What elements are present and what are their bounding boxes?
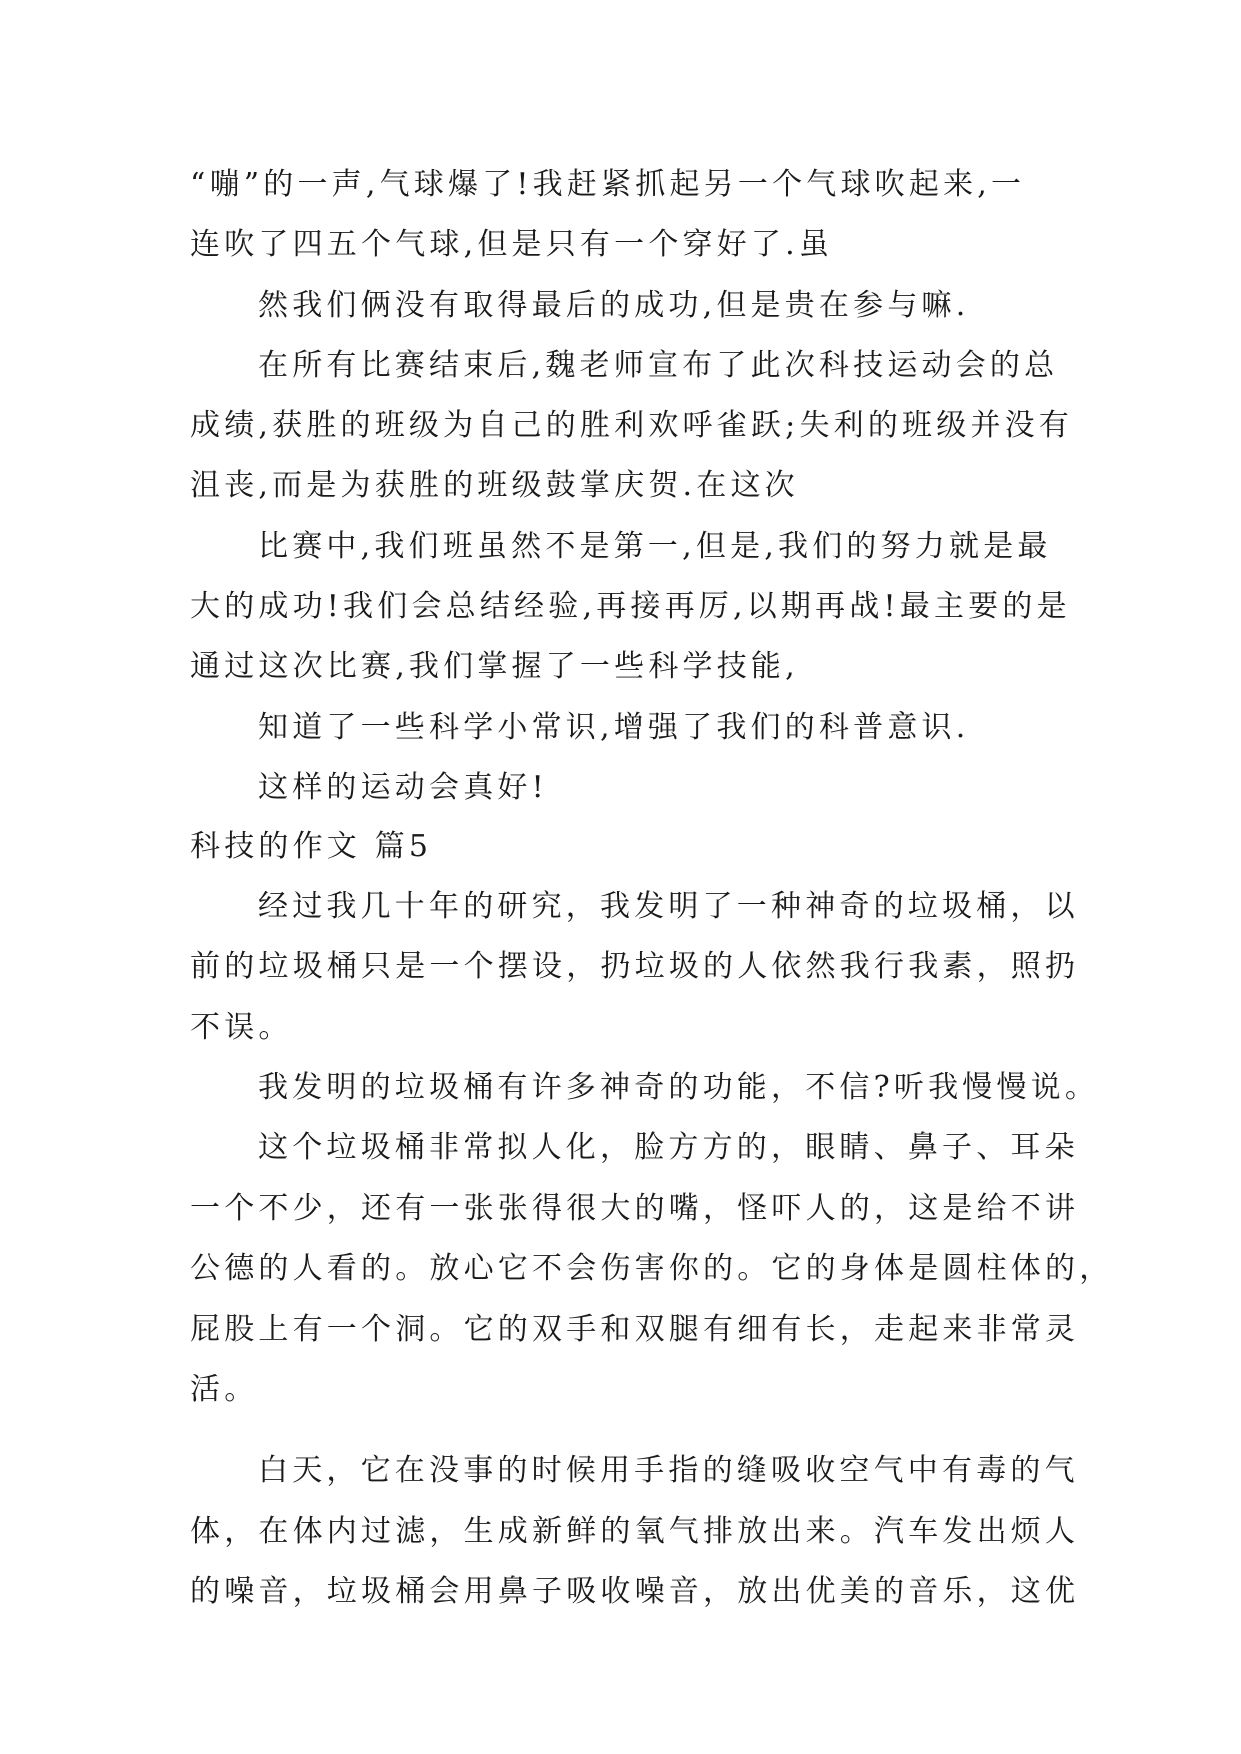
paragraph-line: 公德的人看的。放心它不会伤害你的。它的身体是圆柱体的， (190, 1251, 1114, 1286)
paragraph-line: 成绩,获胜的班级为自己的胜利欢呼雀跃;失利的班级并没有 (190, 408, 1074, 443)
paragraph-line: 这样的运动会真好! (258, 770, 548, 805)
paragraph-line: 前的垃圾桶只是一个摆设，扔垃圾的人依然我行我素，照扔 (190, 949, 1080, 984)
paragraph-line: 一个不少，还有一张张得很大的嘴，怪吓人的，这是给不讲 (190, 1191, 1080, 1226)
paragraph-line: 沮丧,而是为获胜的班级鼓掌庆贺.在这次 (190, 468, 799, 503)
paragraph-line: 不误。 (190, 1010, 293, 1045)
paragraph-line: 经过我几十年的研究，我发明了一种神奇的垃圾桶，以 (258, 889, 1079, 924)
paragraph-line: 屁股上有一个洞。它的双手和双腿有细有长，走起来非常灵 (190, 1312, 1080, 1347)
paragraph-line: 这个垃圾桶非常拟人化，脸方方的，眼睛、鼻子、耳朵 (258, 1130, 1079, 1165)
paragraph-line: 通过这次比赛,我们掌握了一些科学技能, (190, 649, 799, 684)
paragraph-line: 知道了一些科学小常识,增强了我们的科普意识. (258, 710, 970, 745)
paragraph-line: 连吹了四五个气球,但是只有一个穿好了.虽 (190, 227, 834, 262)
paragraph-line: 在所有比赛结束后,魏老师宣布了此次科技运动会的总 (258, 348, 1059, 383)
paragraph-line: 体，在体内过滤，生成新鲜的氧气排放出来。汽车发出烦人 (190, 1514, 1080, 1549)
paragraph-line: 白天，它在没事的时候用手指的缝吸收空气中有毒的气 (258, 1453, 1079, 1488)
paragraph-line: 活。 (190, 1372, 259, 1407)
paragraph-line: “嘣”的一声,气球爆了!我赶紧抓起另一个气球吹起来,一 (190, 167, 1026, 202)
paragraph-line: 我发明的垃圾桶有许多神奇的功能，不信?听我慢慢说。 (258, 1070, 1100, 1105)
paragraph-line: 大的成功!我们会总结经验,再接再厉,以期再战!最主要的是 (190, 589, 1071, 624)
paragraph-line: 比赛中,我们班虽然不是第一,但是,我们的努力就是最 (258, 529, 1052, 564)
paragraph-line: 然我们俩没有取得最后的成功,但是贵在参与嘛. (258, 288, 970, 323)
section-heading: 科技的作文 篇5 (190, 829, 433, 864)
paragraph-line: 的噪音，垃圾桶会用鼻子吸收噪音，放出优美的音乐，这优 (190, 1574, 1080, 1609)
